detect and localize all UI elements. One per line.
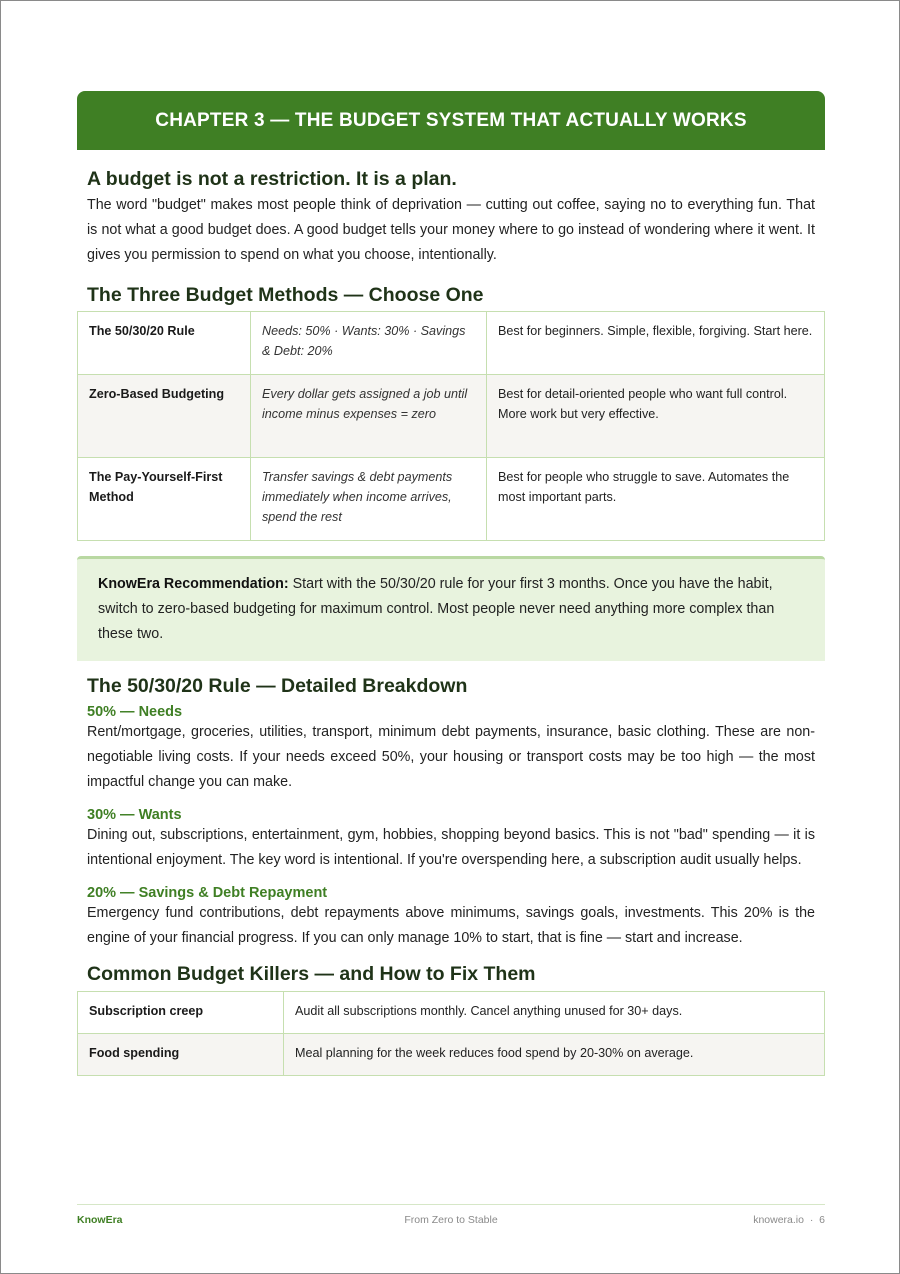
killer-fix: Audit all subscriptions monthly. Cancel anything unused for 30+ days. [284, 992, 825, 1034]
footer-brand: KnowEra [77, 1214, 123, 1226]
method-detail: Every dollar gets assigned a job until income minus expenses = zero [251, 375, 487, 458]
methods-table [77, 311, 825, 541]
recommendation-callout [77, 556, 825, 661]
savings-subheading: 20% — Savings & Debt Repayment [87, 885, 328, 901]
footer-title: From Zero to Stable [404, 1214, 498, 1226]
page-content [77, 91, 825, 1076]
method-note: Best for beginners. Simple, flexible, forgiving. Start here. [487, 312, 825, 375]
intro-paragraph: The word "budget" makes most people think of deprivation — cutting out coffee, saying no to everything fun. That is not what a good budget does. A good budget tells your money where to go instead of wondering where it went. It gives you permission to spend on what you choose, intentionally. [87, 197, 815, 263]
chapter-title: CHAPTER 3 — THE BUDGET SYSTEM THAT ACTUALLY WORKS [155, 109, 747, 131]
table-row [78, 992, 825, 1034]
method-name: The 50/30/20 Rule [78, 312, 251, 375]
breakdown-heading: The 50/30/20 Rule — Detailed Breakdown [87, 675, 468, 697]
table-row [78, 458, 825, 541]
table-row [78, 375, 825, 458]
wants-subheading: 30% — Wants [87, 807, 182, 823]
method-detail: Needs: 50% · Wants: 30% · Savings & Debt: 20% [251, 312, 487, 375]
chapter-banner [77, 91, 825, 150]
needs-paragraph: Rent/mortgage, groceries, utilities, transport, minimum debt payments, insurance, basic clothing. These are non-negotiable living costs. If your needs exceed 50%, your housing or transport costs may be too high — the most impactful change you can make. [87, 724, 815, 790]
killer-problem: Food spending [78, 1034, 284, 1076]
footer-right: knowera.io · 6 [753, 1214, 825, 1226]
killer-fix: Meal planning for the week reduces food spend by 20-30% on average. [284, 1034, 825, 1076]
page-footer [77, 1204, 825, 1226]
method-detail: Transfer savings & debt payments immediately when income arrives, spend the rest [251, 458, 487, 541]
killer-problem: Subscription creep [78, 992, 284, 1034]
killers-table [77, 991, 825, 1076]
needs-subheading: 50% — Needs [87, 704, 183, 720]
methods-heading: The Three Budget Methods — Choose One [87, 284, 484, 306]
footer-site: knowera.io [753, 1214, 804, 1226]
wants-paragraph: Dining out, subscriptions, entertainment, gym, hobbies, shopping beyond basics. This is not "bad" spending — it is intentional enjoyment. The key word is intentional. If you're overspending here, a subscription audit usually helps. [87, 827, 815, 868]
intro-heading: A budget is not a restriction. It is a plan. [87, 168, 457, 190]
recommendation-text: Start with the 50/30/20 rule for your first 3 months. Once you have the habit, switch to zero-based budgeting for maximum control. Most people never need anything more complex than these two. [98, 576, 775, 642]
table-row [78, 1034, 825, 1076]
method-note: Best for people who struggle to save. Automates the most important parts. [487, 458, 825, 541]
savings-paragraph: Emergency fund contributions, debt repayments above minimums, savings goals, investments. This 20% is the engine of your financial progress. If you can only manage 10% to start, that is fine — start and increase. [87, 905, 815, 946]
killers-heading: Common Budget Killers — and How to Fix Them [87, 963, 536, 985]
method-note: Best for detail-oriented people who want full control. More work but very effective. [487, 375, 825, 458]
table-row [78, 312, 825, 375]
method-name: The Pay-Yourself-First Method [78, 458, 251, 541]
page-number: 6 [819, 1214, 825, 1226]
recommendation-label: KnowEra Recommendation: [98, 576, 289, 592]
method-name: Zero-Based Budgeting [78, 375, 251, 458]
